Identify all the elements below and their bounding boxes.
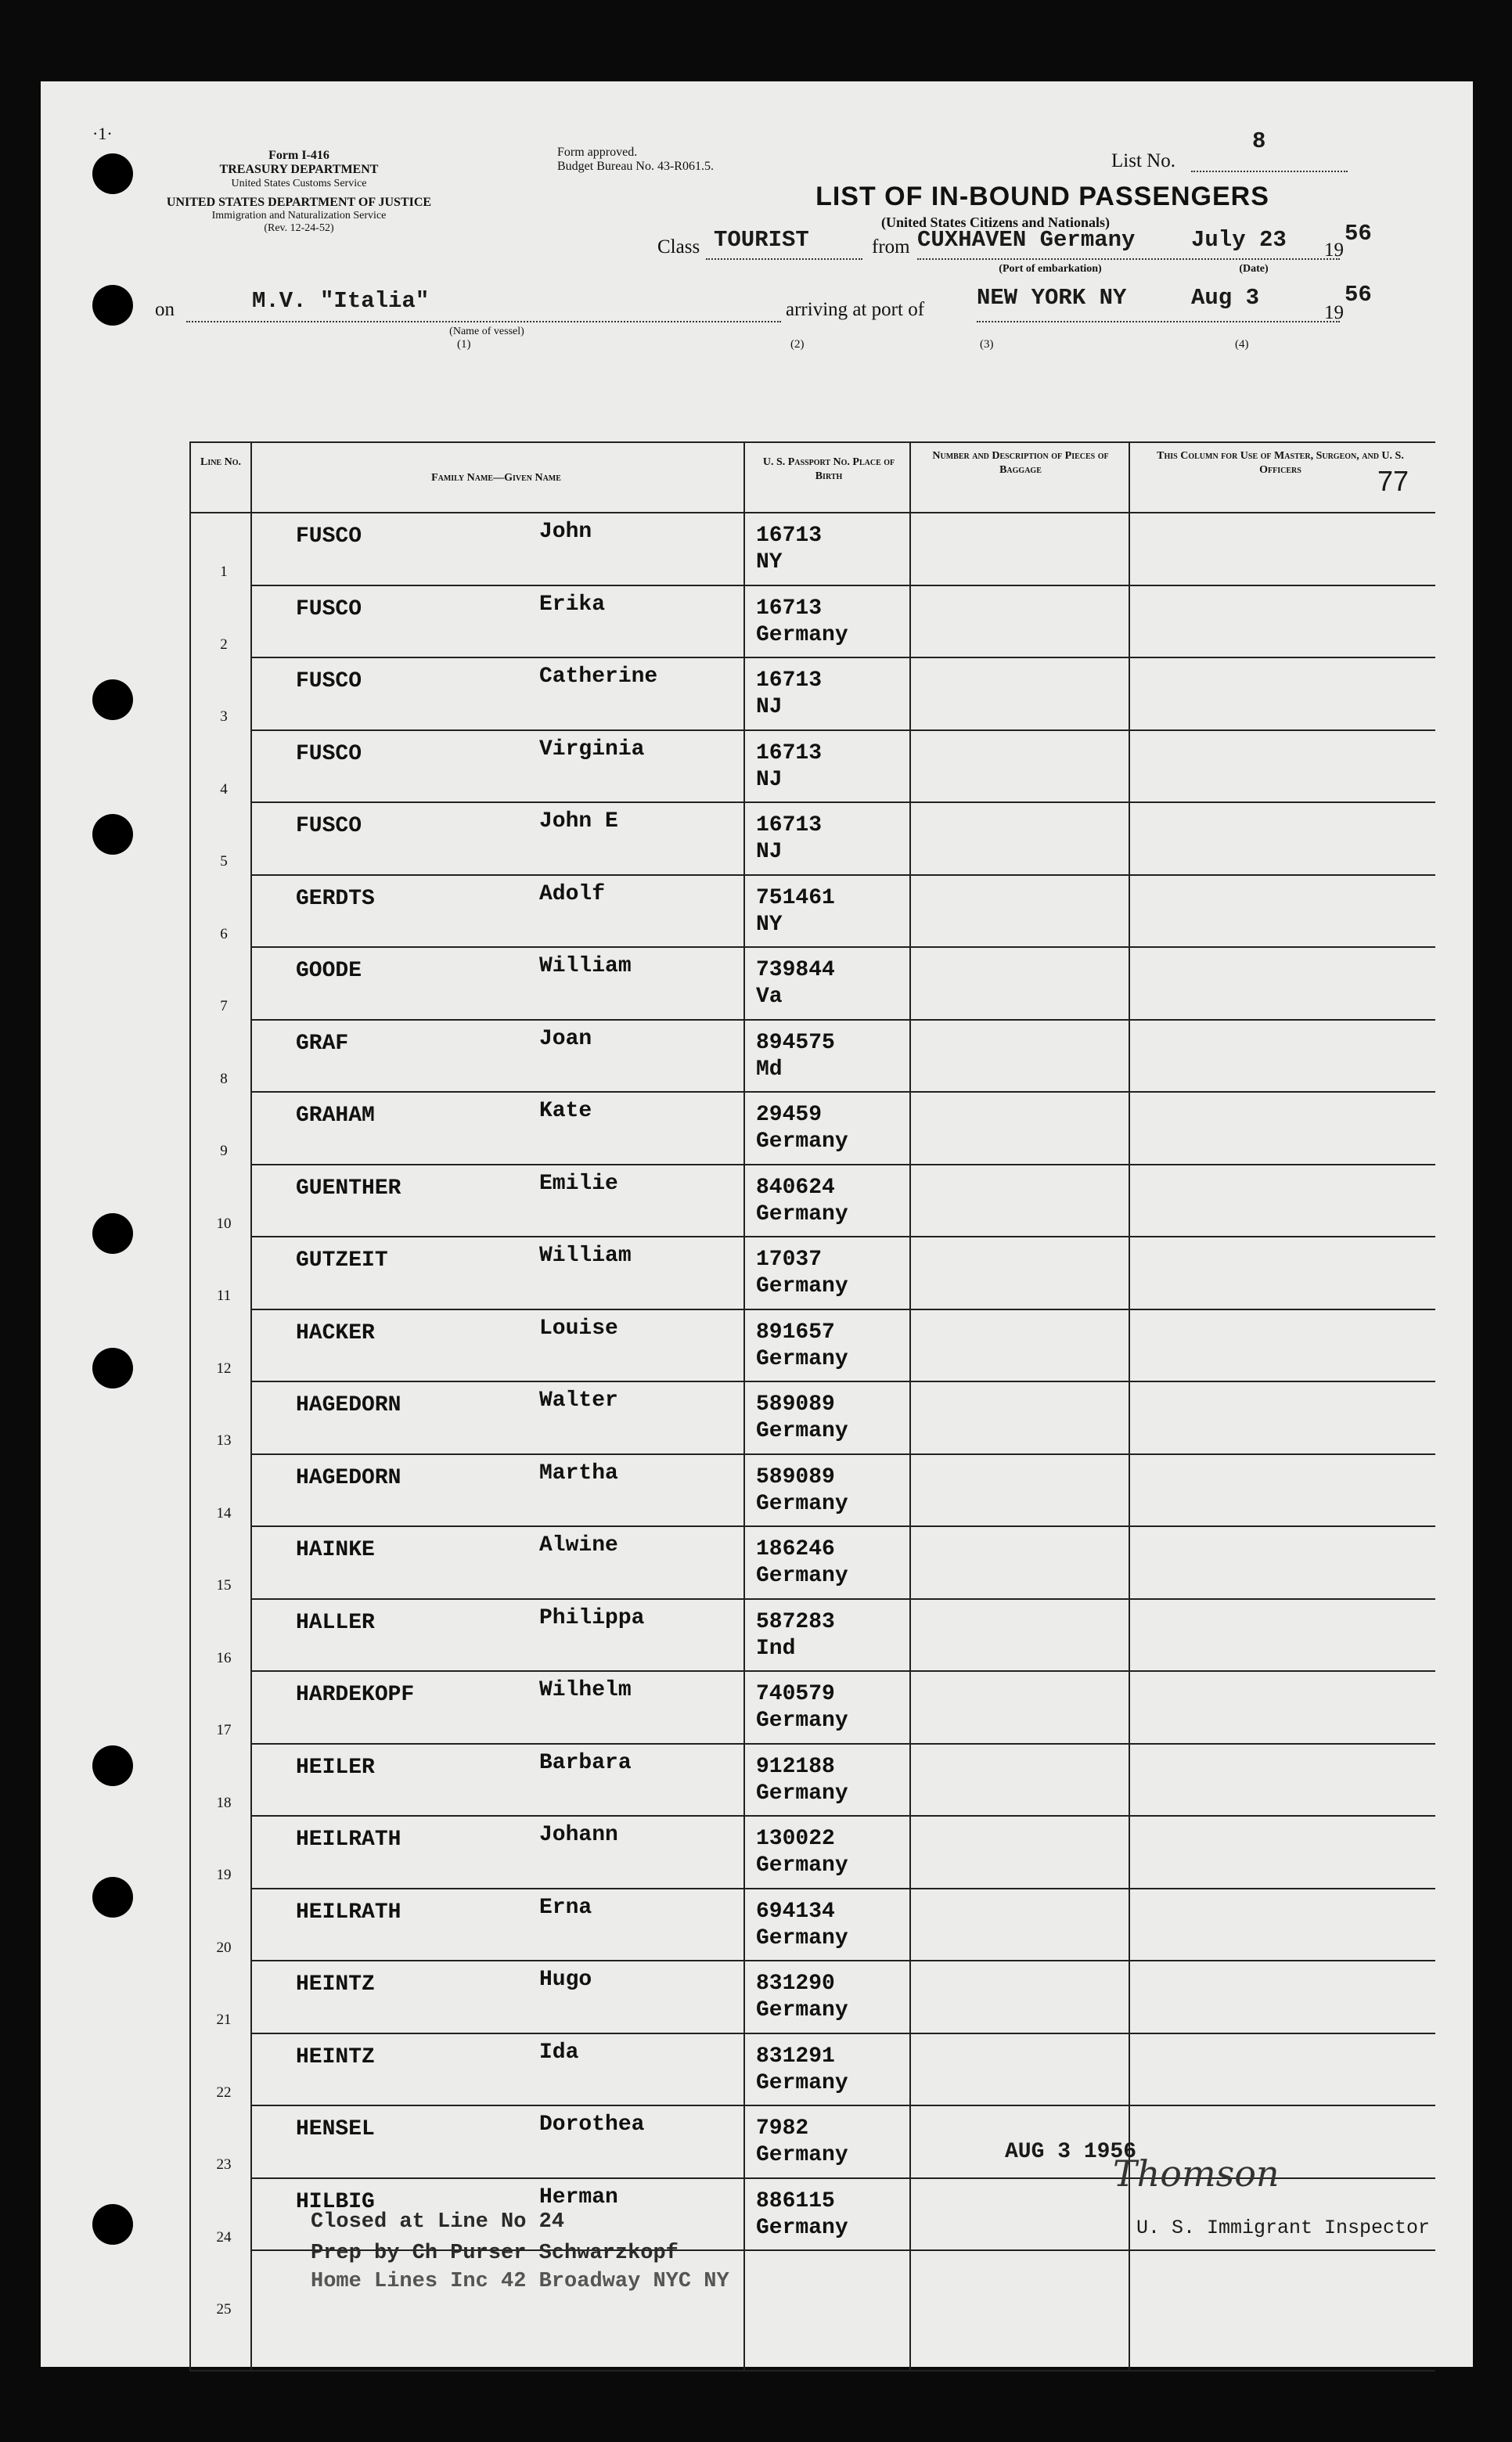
line-number: 1	[220, 564, 228, 580]
given-name: Walter	[539, 1388, 618, 1413]
line-number: 6	[220, 925, 228, 942]
family-name: GUENTHER	[296, 1176, 401, 1201]
place-of-birth: Germany	[756, 1491, 848, 1516]
place-of-birth: NY	[756, 912, 783, 937]
table-row	[191, 803, 1435, 875]
form-approval	[557, 146, 761, 175]
from-line	[917, 258, 1340, 260]
depart-year-prefix: 19	[1324, 240, 1344, 261]
passport-cell	[756, 1102, 848, 1155]
table-row	[191, 1817, 1435, 1889]
table-row	[191, 1237, 1435, 1309]
line-number: 7	[220, 998, 228, 1014]
family-name: GOODE	[296, 959, 362, 983]
given-name: Wilhelm	[539, 1678, 632, 1702]
family-name: HEILRATH	[296, 1828, 401, 1852]
place-of-birth: Germany	[756, 2070, 848, 2095]
passport-cell	[756, 1175, 848, 1228]
given-name: Joan	[539, 1026, 592, 1051]
col-num-4: (4)	[1235, 338, 1249, 351]
col-num-2: (2)	[790, 338, 805, 351]
family-name: GERDTS	[296, 886, 375, 911]
closed-at-line: Closed at Line No 24	[311, 2210, 565, 2234]
family-name: GRAF	[296, 1031, 349, 1056]
line-number: 25	[216, 2301, 232, 2318]
vessel-caption: (Name of vessel)	[449, 326, 524, 337]
line-number: 19	[216, 1867, 232, 1883]
class-label: Class	[657, 236, 700, 258]
passport-cell	[756, 1609, 835, 1662]
passport-cell	[756, 1320, 848, 1373]
given-name: Erika	[539, 592, 606, 617]
family-name: FUSCO	[296, 524, 362, 549]
place-of-birth: NY	[756, 550, 783, 574]
passport-number: 7982	[756, 2116, 809, 2141]
vessel-line	[186, 321, 781, 322]
binder-hole	[92, 2204, 133, 2245]
binder-hole	[92, 1213, 133, 1254]
place-of-birth: Germany	[756, 1925, 848, 1950]
given-name: Virginia	[539, 737, 645, 762]
given-name: Louise	[539, 1316, 618, 1341]
line-number: 22	[216, 2084, 232, 2101]
embark-port: CUXHAVEN Germany	[917, 227, 1136, 253]
place-of-birth: NJ	[756, 840, 783, 864]
line-number: 23	[216, 2156, 232, 2173]
inspector-signature: Thomson	[1113, 2152, 1280, 2195]
embark-date: July 23	[1191, 227, 1287, 253]
binder-hole	[92, 1348, 133, 1388]
line-number: 8	[220, 1070, 228, 1087]
table-row	[191, 1527, 1435, 1599]
manifest-page	[41, 81, 1473, 2367]
passport-number: 840624	[756, 1175, 835, 1200]
table-row	[191, 876, 1435, 948]
header-name: Family Name—Given Name	[431, 472, 561, 484]
given-name: Ida	[539, 2040, 579, 2065]
margin-number: 77	[1377, 465, 1409, 497]
line-number: 18	[216, 1794, 232, 1811]
passport-number: 894575	[756, 1030, 835, 1055]
table-row	[191, 1672, 1435, 1744]
passport-number: 740579	[756, 1682, 835, 1706]
passport-number: 891657	[756, 1320, 835, 1345]
passport-number: 130022	[756, 1827, 835, 1851]
place-of-birth: Md	[756, 1057, 783, 1082]
table-row	[191, 586, 1435, 658]
line-number: 21	[216, 2012, 232, 2028]
passport-number: 831290	[756, 1972, 835, 1996]
ins-service: Immigration and Naturalization Service	[211, 210, 387, 222]
passport-cell	[756, 2188, 848, 2242]
table-row	[191, 1961, 1435, 2033]
place-of-birth: NJ	[756, 695, 783, 719]
given-name: Martha	[539, 1461, 618, 1486]
date-caption: (Date)	[1239, 263, 1269, 275]
passport-cell	[756, 885, 835, 938]
given-name: Adolf	[539, 881, 606, 906]
header-baggage: Number and Description of Pieces of Baggage	[932, 450, 1109, 476]
given-name: Herman	[539, 2184, 618, 2210]
binder-hole	[92, 679, 133, 720]
table-row	[191, 513, 1435, 585]
place-of-birth: Germany	[756, 1201, 848, 1226]
family-name: HEILER	[296, 1755, 375, 1780]
passport-number: 694134	[756, 1899, 835, 1924]
family-name: FUSCO	[296, 596, 362, 621]
passport-number: 16713	[756, 596, 823, 621]
given-name: William	[539, 1244, 632, 1268]
place-of-birth: Germany	[756, 2143, 848, 2167]
list-title: LIST OF IN-BOUND PASSENGERS	[815, 182, 1269, 211]
col-num-3: (3)	[980, 338, 994, 351]
line-number: 5	[220, 853, 228, 870]
justice-dept: UNITED STATES DEPARTMENT OF JUSTICE	[166, 196, 432, 209]
table-row	[191, 1600, 1435, 1672]
family-name: GRAHAM	[296, 1104, 375, 1128]
passport-cell	[756, 1899, 848, 1952]
line-number: 24	[216, 2228, 232, 2246]
budget-bureau: Budget Bureau No. 43-R061.5.	[557, 160, 714, 174]
list-no-line	[1191, 171, 1348, 172]
table-row	[191, 1455, 1435, 1527]
table-row	[191, 1021, 1435, 1093]
line-number: 17	[216, 1722, 232, 1738]
family-name: HALLER	[296, 1610, 375, 1635]
place-of-birth: Germany	[756, 622, 848, 647]
treasury-dept: TREASURY DEPARTMENT	[219, 163, 379, 177]
line-number: 3	[220, 708, 228, 725]
place-of-birth: Germany	[756, 1419, 848, 1443]
table-row	[191, 1310, 1435, 1382]
passport-cell	[756, 957, 835, 1010]
line-number: 20	[216, 1939, 232, 1956]
passport-cell	[756, 523, 822, 576]
family-name: HAGEDORN	[296, 1465, 401, 1490]
given-name: Johann	[539, 1823, 618, 1847]
family-name: FUSCO	[296, 669, 362, 693]
class-line	[706, 258, 862, 260]
passport-number: 186246	[756, 1537, 835, 1561]
line-number: 10	[216, 1215, 232, 1232]
given-name: Kate	[539, 1099, 592, 1123]
family-name: HACKER	[296, 1320, 375, 1345]
arrival-date: Aug 3	[1191, 285, 1260, 311]
embark-caption: (Port of embarkation)	[999, 263, 1102, 275]
header-officers: This Column for Use of Master, Surgeon, and U. S. Officers	[1157, 450, 1404, 476]
passport-cell	[756, 596, 848, 649]
binder-hole	[92, 153, 133, 194]
table-row	[191, 1745, 1435, 1817]
binder-hole	[92, 1877, 133, 1918]
corner-mark: ·1·	[92, 124, 113, 143]
table-row	[191, 2034, 1435, 2106]
binder-hole	[92, 1745, 133, 1786]
passport-number: 912188	[756, 1754, 835, 1779]
place-of-birth: Germany	[756, 1274, 848, 1298]
place-of-birth: Ind	[756, 1636, 796, 1661]
vessel-name: M.V. "Italia"	[252, 288, 430, 314]
table-row	[191, 1889, 1435, 1961]
form-number: Form I-416	[268, 149, 329, 162]
given-name: John	[539, 520, 592, 544]
line-number: 11	[216, 1288, 232, 1304]
family-name: HARDEKOPF	[296, 1683, 415, 1707]
prepared-by: Prep by Ch Purser Schwarzkopf	[311, 2242, 679, 2265]
family-name: FUSCO	[296, 814, 362, 838]
passport-cell	[756, 2116, 848, 2169]
passport-number: 886115	[756, 2188, 835, 2213]
form-header-left	[182, 149, 416, 190]
arrival-year-prefix: 19	[1324, 302, 1344, 323]
table-row	[191, 1165, 1435, 1237]
place-of-birth: Germany	[756, 1709, 848, 1733]
place-of-birth: Germany	[756, 1129, 848, 1154]
family-name: HAGEDORN	[296, 1393, 401, 1417]
passport-number: 751461	[756, 885, 835, 910]
place-of-birth: Germany	[756, 1564, 848, 1588]
justice-header	[150, 196, 448, 236]
given-name: Dorothea	[539, 2112, 645, 2137]
family-name: GUTZEIT	[296, 1248, 388, 1273]
table-row	[191, 1093, 1435, 1165]
place-of-birth: Germany	[756, 1853, 848, 1878]
inspection-stamp-date: AUG 3 1956	[1005, 2140, 1137, 2164]
passport-number: 589089	[756, 1392, 835, 1417]
arriving-label: arriving at port of	[786, 299, 925, 320]
family-name: HEINTZ	[296, 1972, 375, 1997]
passport-number: 16713	[756, 740, 823, 765]
binder-hole	[92, 814, 133, 855]
family-name: HILBIG	[296, 2189, 375, 2214]
passport-number: 29459	[756, 1103, 823, 1127]
header-passport: U. S. Passport No. Place of Birth	[762, 456, 895, 482]
passport-cell	[756, 1247, 848, 1300]
passenger-table	[189, 441, 1435, 2372]
line-number: 14	[216, 1504, 232, 1522]
given-name: Philippa	[539, 1605, 645, 1630]
line-number: 16	[216, 1649, 232, 1666]
given-name: Barbara	[539, 1750, 632, 1775]
col-num-1: (1)	[457, 338, 471, 351]
passport-cell	[756, 1464, 848, 1518]
passport-cell	[756, 1536, 848, 1590]
form-approved: Form approved.	[557, 146, 638, 159]
line-number: 9	[220, 1143, 228, 1159]
family-name: HAINKE	[296, 1538, 375, 1562]
place-of-birth: Germany	[756, 1781, 848, 1806]
place-of-birth: Germany	[756, 1346, 848, 1371]
passport-number: 16713	[756, 524, 823, 548]
passport-number: 587283	[756, 1609, 835, 1634]
arrival-line	[977, 321, 1340, 322]
table-row	[191, 658, 1435, 730]
inspector-title: U. S. Immigrant Inspector	[1136, 2217, 1431, 2239]
shipping-line: Home Lines Inc 42 Broadway NYC NY	[311, 2270, 729, 2293]
line-number: 12	[216, 1360, 232, 1377]
given-name: John E	[539, 809, 618, 834]
passport-number: 831291	[756, 2044, 835, 2069]
given-name: Erna	[539, 1895, 592, 1920]
passport-cell	[756, 1754, 848, 1807]
given-name: William	[539, 954, 632, 978]
depart-year: 56	[1345, 221, 1372, 247]
passport-cell	[756, 668, 822, 721]
on-label: on	[155, 299, 175, 320]
given-name: Emilie	[539, 1171, 618, 1196]
line-number: 4	[220, 780, 228, 798]
passport-number: 16713	[756, 668, 823, 693]
place-of-birth: Germany	[756, 2215, 848, 2240]
family-name: HEINTZ	[296, 2044, 375, 2069]
arrival-year: 56	[1345, 282, 1372, 308]
line-number: 15	[216, 1577, 232, 1594]
arrival-port: NEW YORK NY	[977, 285, 1127, 311]
revision: (Rev. 12-24-52)	[264, 222, 334, 235]
passport-number: 16713	[756, 813, 823, 837]
table-row	[191, 948, 1435, 1020]
family-name: FUSCO	[296, 741, 362, 766]
header-line-no: Line No.	[200, 456, 241, 468]
passport-cell	[756, 740, 822, 794]
passport-cell	[756, 1030, 835, 1083]
table-row	[191, 731, 1435, 803]
passport-cell	[756, 812, 822, 866]
passport-cell	[756, 1392, 848, 1445]
class-value: TOURIST	[714, 227, 809, 253]
passport-cell	[756, 1971, 848, 2024]
list-no-value: 8	[1252, 128, 1266, 154]
place-of-birth: Germany	[756, 1998, 848, 2022]
given-name: Catherine	[539, 665, 658, 689]
place-of-birth: NJ	[756, 767, 783, 792]
passport-number: 739844	[756, 958, 835, 982]
customs-service: United States Customs Service	[231, 177, 367, 189]
list-no-label: List No.	[1111, 150, 1175, 171]
family-name: HEILRATH	[296, 1900, 401, 1925]
passport-number: 17037	[756, 1248, 823, 1272]
passport-cell	[756, 1826, 848, 1879]
table-row	[191, 1382, 1435, 1454]
line-number: 13	[216, 1432, 232, 1449]
list-subtitle: (United States Citizens and Nationals)	[880, 214, 1110, 230]
passport-number: 589089	[756, 1464, 835, 1489]
from-label: from	[872, 236, 910, 258]
place-of-birth: Va	[756, 985, 783, 1009]
given-name: Alwine	[539, 1533, 618, 1558]
passport-cell	[756, 1681, 848, 1734]
line-number: 2	[220, 636, 228, 653]
family-name: HENSEL	[296, 2117, 375, 2141]
given-name: Hugo	[539, 1968, 592, 1992]
passport-cell	[756, 2044, 848, 2097]
binder-hole	[92, 285, 133, 326]
